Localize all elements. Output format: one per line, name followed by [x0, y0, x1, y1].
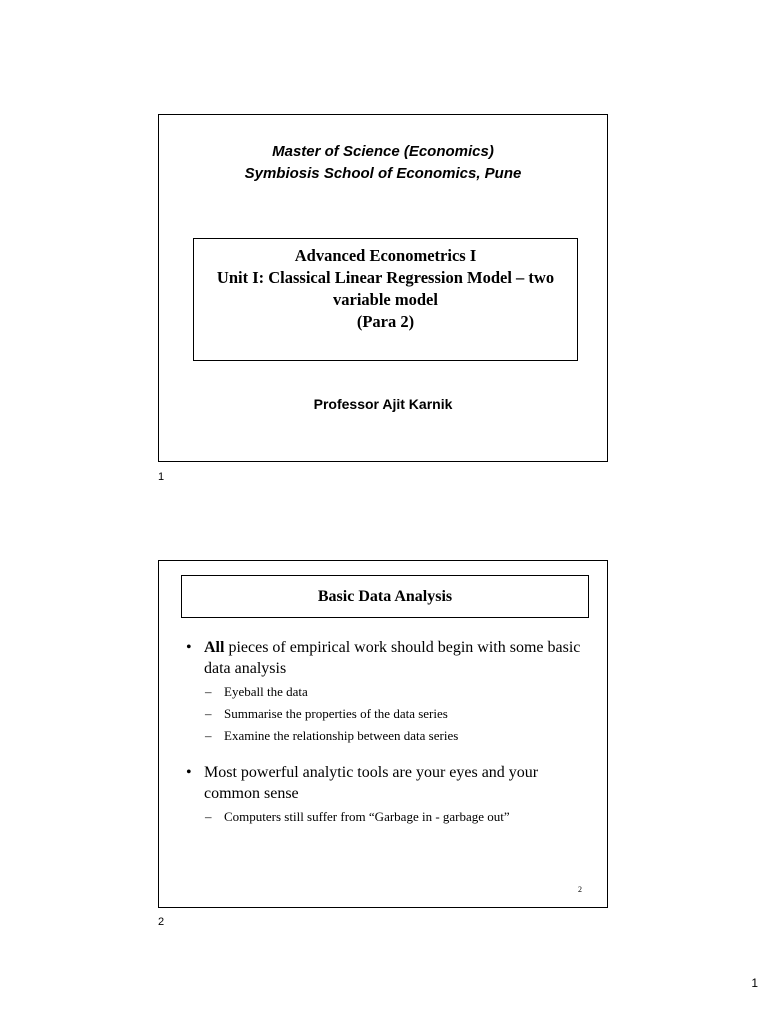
slide-1-header [159, 141, 607, 185]
slide-2 [158, 560, 608, 908]
para-label: (Para 2) [356, 312, 415, 331]
bullet-text: pieces of empirical work should begin with some basic data analysis [204, 639, 581, 677]
course-title-box [193, 238, 578, 361]
slide-1 [158, 114, 608, 462]
bullet-text: Most powerful analytic tools are your eyes and your common sense [204, 764, 539, 802]
sub-bullet-text: Examine the relationship between data series [224, 728, 459, 743]
dash-icon: – [205, 728, 212, 743]
sub-bullet-text: Computers still suffer from “Garbage in - garbage out” [224, 809, 510, 824]
dash-icon: – [205, 684, 212, 699]
sub-bullet-item [185, 806, 585, 828]
program-name: Master of Science (Economics) [272, 143, 494, 160]
document-page-number: 1 [751, 976, 758, 990]
sub-bullet-text: Summarise the properties of the data series [224, 706, 448, 721]
sub-bullet-item [185, 725, 585, 747]
unit-title-continued: variable model [333, 290, 438, 309]
slide-1-number: 1 [158, 471, 165, 483]
slide-2-number: 2 [158, 916, 165, 928]
slide-inner-number: 2 [578, 885, 582, 894]
bullet-icon: • [186, 639, 192, 656]
bullet-item [185, 637, 585, 679]
school-name: Symbiosis School of Economics, Pune [244, 165, 522, 182]
sub-bullet-item [185, 703, 585, 725]
slide-2-title: Basic Data Analysis [181, 575, 589, 618]
course-title: Advanced Econometrics I [294, 246, 477, 265]
dash-icon: – [205, 706, 212, 721]
bullet-emphasis: All [204, 639, 225, 656]
bullet-item [185, 762, 585, 804]
sub-bullet-text: Eyeball the data [224, 684, 308, 699]
professor-name: Professor Ajit Karnik [313, 396, 453, 412]
unit-title: Unit I: Classical Linear Regression Model – two [216, 268, 555, 287]
bullet-icon: • [186, 764, 192, 781]
bullet-list [185, 637, 585, 828]
dash-icon: – [205, 809, 212, 824]
sub-bullet-item [185, 681, 585, 703]
